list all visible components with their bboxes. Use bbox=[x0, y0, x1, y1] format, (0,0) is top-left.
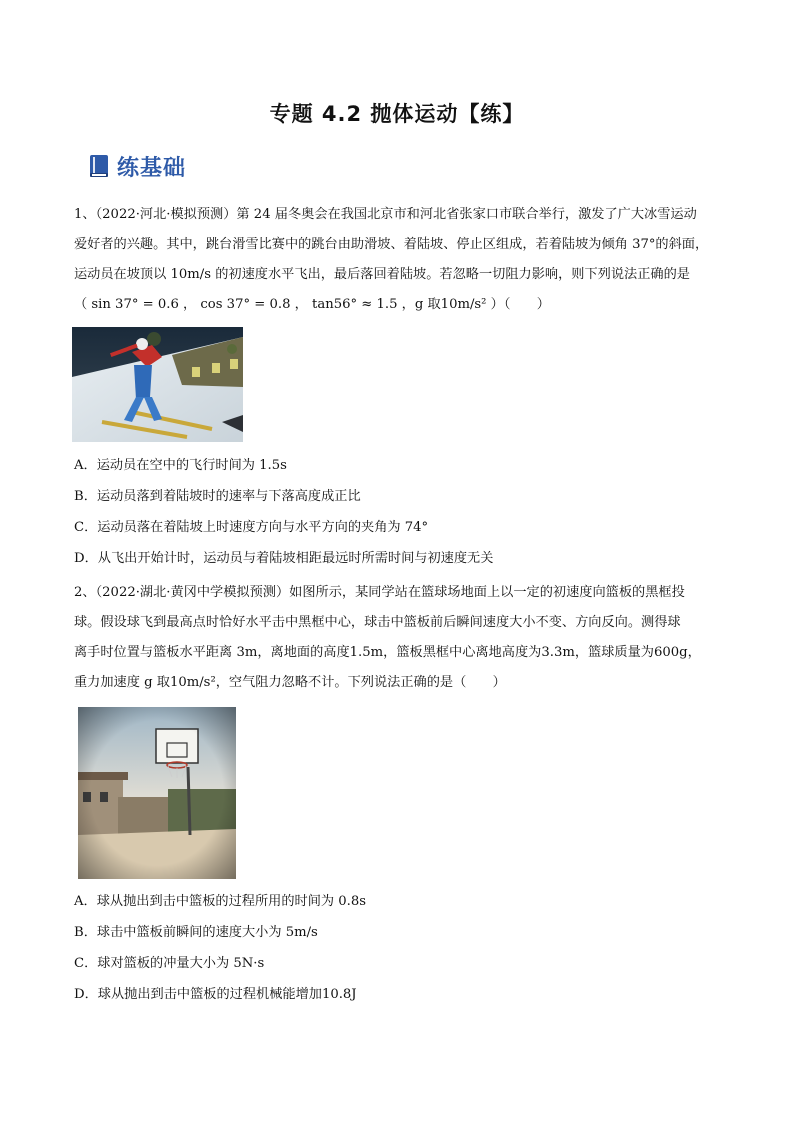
ski-jumper-photo bbox=[72, 327, 243, 442]
question-1-option-c: C．运动员落在着陆坡上时速度方向与水平方向的夹角为 74° bbox=[74, 520, 429, 535]
question-2-option-d: D．球从抛出到击中篮板的过程机械能增加10.8J bbox=[74, 987, 357, 1002]
question-1-option-a: A．运动员在空中的飞行时间为 1.5s bbox=[74, 458, 287, 473]
question-1-line: 爱好者的兴趣。其中，跳台滑雪比赛中的跳台由助滑坡、着陆坡、停止区组成，若着陆坡为倾角 37°的斜面， bbox=[74, 237, 709, 252]
question-2-line: 球。假设球飞到最高点时恰好水平击中黑框中心，球击中篮板前后瞬间速度大小不变、方向反向。测得球 bbox=[74, 615, 681, 630]
book-icon bbox=[88, 154, 110, 178]
question-1-option-d: D．从飞出开始计时，运动员与着陆坡相距最远时所需时间与初速度无关 bbox=[74, 551, 494, 566]
question-2-option-c: C．球对篮板的冲量大小为 5N·s bbox=[74, 956, 265, 971]
question-1-line: 1、（2022·河北·模拟预测）第 24 届冬奥会在我国北京市和河北省张家口市联合举行，激发了广大冰雪运动 bbox=[74, 207, 697, 222]
question-1-line: （ sin 37° = 0.6 ， cos 37° = 0.8 ， tan56° ≈ 1.5 ，g 取10m/s² ）（ ） bbox=[74, 297, 550, 312]
question-1-option-b: B．运动员落到着陆坡时的速率与下落高度成正比 bbox=[74, 489, 361, 504]
question-2-stem bbox=[74, 578, 724, 698]
question-2-line: 重力加速度 g 取10m/s²，空气阻力忽略不计。下列说法正确的是（ ） bbox=[74, 675, 506, 690]
question-2-line: 离手时位置与篮板水平距离 3m，离地面的高度1.5m，篮板黑框中心离地高度为3.3m，篮球质量为600g， bbox=[74, 645, 701, 660]
section-header bbox=[88, 150, 186, 182]
page-title: 专题 4.2 抛体运动【练】 bbox=[269, 102, 525, 126]
question-1-stem bbox=[74, 200, 724, 320]
question-1-line: 运动员在坡顶以 10m/s 的初速度水平飞出，最后落回着陆坡。若忽略一切阻力影响，则下列说法正确的是 bbox=[74, 267, 690, 282]
question-2-option-a: A．球从抛出到击中篮板的过程所用的时间为 0.8s bbox=[74, 894, 367, 909]
question-2-option-b: B．球击中篮板前瞬间的速度大小为 5m/s bbox=[74, 925, 318, 940]
basketball-hoop-photo bbox=[78, 707, 236, 879]
question-2-line: 2、（2022·湖北·黄冈中学模拟预测）如图所示，某同学站在篮球场地面上以一定的初速度向篮板的黑框投 bbox=[74, 585, 685, 600]
section-label: 练基础 bbox=[117, 155, 187, 181]
